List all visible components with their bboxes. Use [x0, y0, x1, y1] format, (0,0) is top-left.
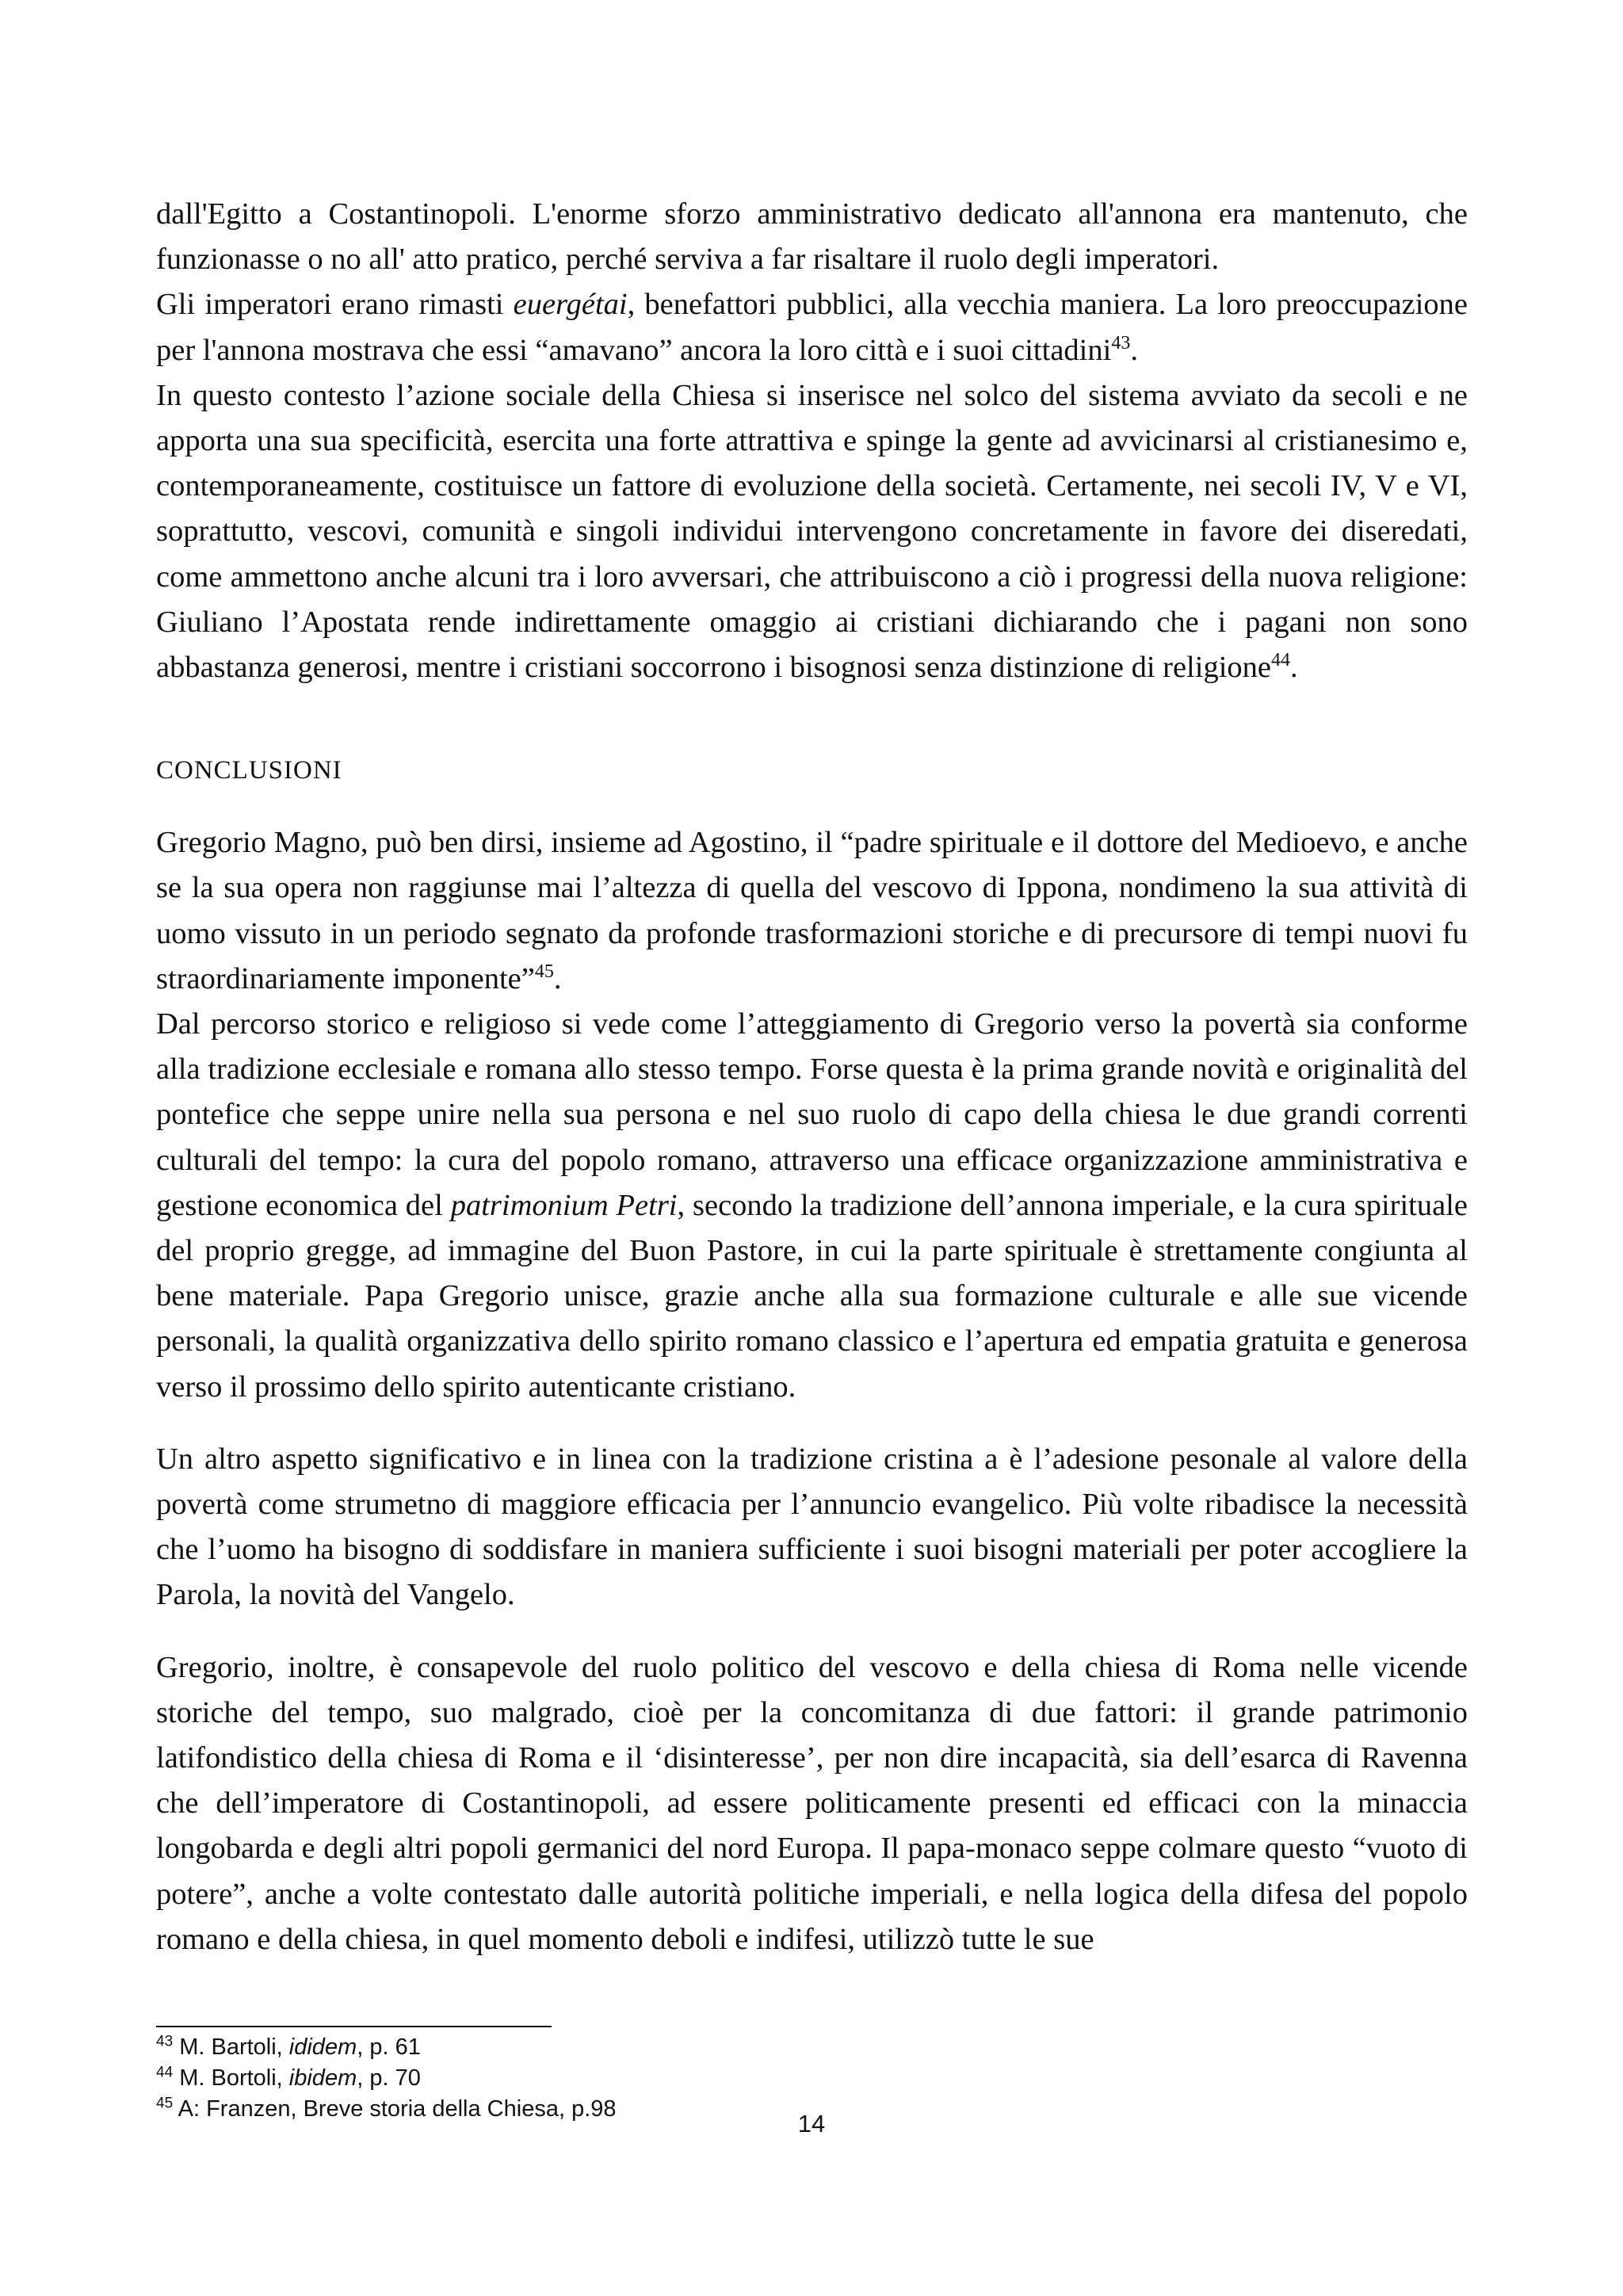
body-text-block-1: [156, 192, 1468, 690]
footnote-number: 45: [156, 2095, 174, 2112]
paragraph-text: Gregorio Magno, può ben dirsi, insieme ad Agostino, il “padre spirituale e il dottore del Medioevo, e anche se la sua opera non raggiunse mai l’altezza di quella del vescovo di Ippona, nondimeno la sua attività di uomo vissuto in un periodo segnato da profonde trasformazioni storiche e di precursore di tempi nuovi fu straordinariamente imponente”: [156, 826, 1468, 995]
paragraph-ruolo-politico: Gregorio, inoltre, è consapevole del ruolo politico del vescovo e della chiesa di Roma nelle vicende storiche del tempo, suo malgrado, cioè per la concomitanza di due fattori: il grande patrimonio latifondistico della chiesa di Roma e il ‘disinteresse’, per non dire incapacità, sia dell’esarca di Ravenna che dell’imperatore di Costantinopoli, ad essere politicamente presenti ed efficaci con la minaccia longobarda e degli altri popoli germanici del nord Europa. Il papa-monaco seppe colmare questo “vuoto di potere”, anche a volte contestato dalle autorità politiche imperiali, e nella logica della difesa del popolo romano e della chiesa, in quel momento deboli e indifesi, utilizzò tutte le sue: [156, 1650, 1468, 1956]
paragraph-percorso-storico: [156, 1002, 1468, 1410]
footnote-text: M. Bortoli,: [179, 2065, 289, 2091]
footnote-number: 44: [156, 2064, 174, 2081]
paragraph-altro-aspetto: Un altro aspetto significativo e in linea con la tradizione cristina a è l’adesione pesonale al valore della povertà come strumetno di maggiore efficacia per l’annuncio evangelico. Più volte ribadisce la necessità che l’uomo ha bisogno di soddisfare in maniera sufficiente i suoi bisogni materiali per poter accogliere la Parola, la novità del Vangelo.: [156, 1442, 1468, 1612]
paragraph-imperatori: [156, 282, 1468, 372]
footnote-ref-45[interactable]: 45: [534, 961, 554, 982]
footnote-italic: ibidem: [288, 2065, 357, 2091]
paragraph-gregorio-magno: [156, 820, 1468, 1002]
paragraph-text: .: [1289, 651, 1298, 685]
body-text-block-2: [156, 748, 1468, 1962]
footnote-number: 43: [156, 2033, 174, 2050]
footnote-text: M. Bartoli,: [179, 2034, 289, 2060]
italic-term: patrimonium Petri: [450, 1188, 678, 1222]
paragraph-text: .: [1130, 333, 1138, 367]
footnote-ref-44[interactable]: 44: [1270, 650, 1290, 671]
footnote-44: [156, 2063, 1468, 2094]
footnote-italic: ididem: [288, 2034, 357, 2060]
footnote-43: [156, 2032, 1468, 2063]
paragraph-text: dall'Egitto a Costantinopoli. L'enorme sforzo amministrativo dedicato all'annona era mantenuto, che funzionasse o no all' atto pratico, perché serviva a far risaltare il ruolo degli imperatori.: [156, 197, 1468, 277]
footnote-separator: [156, 2026, 552, 2027]
paragraph-text: In questo contesto l’azione sociale della Chiesa si inserisce nel solco del sistema avviato da secoli e ne apporta una sua specificità, esercita una forte attrattiva e spinge la gente ad avvicinarsi al cristianesimo e, contemporaneamente, costituisce un fattore di evoluzione della società. Certamente, nei secoli IV, V e VI, soprattutto, vescovi, comunità e singoli individui intervengono concretamente in favore dei diseredati, come ammettono anche alcuni tra i loro avversari, che attribuiscono a ciò i progressi della nuova religione: Giuliano l’Apostata rende indirettamente omaggio ai cristiani dichiarando che i pagani non sono abbastanza generosi, mentre i cristiani soccorrono i bisognosi senza distinzione di religione: [156, 378, 1468, 685]
paragraph-text: .: [553, 961, 562, 995]
footnote-text: A: Franzen, Breve storia della Chiesa, p.98: [178, 2096, 617, 2122]
paragraph-text: Gli imperatori erano rimasti: [156, 288, 514, 322]
italic-term: euergétai: [513, 288, 628, 322]
paragraph-chiesa: [156, 373, 1468, 690]
page-number: 14: [797, 2110, 826, 2137]
footnote-text: , p. 70: [357, 2065, 421, 2091]
paragraph-annona: [156, 192, 1468, 282]
paragraph-text: Dal percorso storico e religioso si vede come l’atteggiamento di Gregorio verso la povertà sia conforme alla tradizione ecclesiale e romana allo stesso tempo. Forse questa è la prima grande novità e originalità del pontefice che seppe unire nella sua persona e nel suo ruolo di capo della chiesa le due grandi correnti culturali del tempo: la cura del popolo romano, attraverso una efficace organizzazione amministrativa e gestione economica del: [156, 1007, 1468, 1222]
footnote-text: , p. 61: [357, 2034, 421, 2060]
paragraph-text: , secondo la tradizione dell’annona imperiale, e la cura spirituale del proprio gregge, ad immagine del Buon Pastore, in cui la parte spirituale è strettamente congiunta al bene materiale. Papa Gregorio unisce, grazie anche alla sua formazione culturale e alle sue vicende personali, la qualità organizzativa dello spirito romano classico e l’apertura ed empatia gratuita e generosa verso il prossimo dello spirito autenticante cristiano.: [156, 1188, 1468, 1404]
paragraph-text: , benefattori pubblici, alla vecchia maniera. La loro preoccupazione per l'annona mostrava che essi “amavano” ancora la loro città e i suoi cittadini: [156, 288, 1468, 367]
footnote-ref-43[interactable]: 43: [1111, 332, 1131, 353]
section-heading: CONCLUSIONI: [156, 756, 342, 785]
